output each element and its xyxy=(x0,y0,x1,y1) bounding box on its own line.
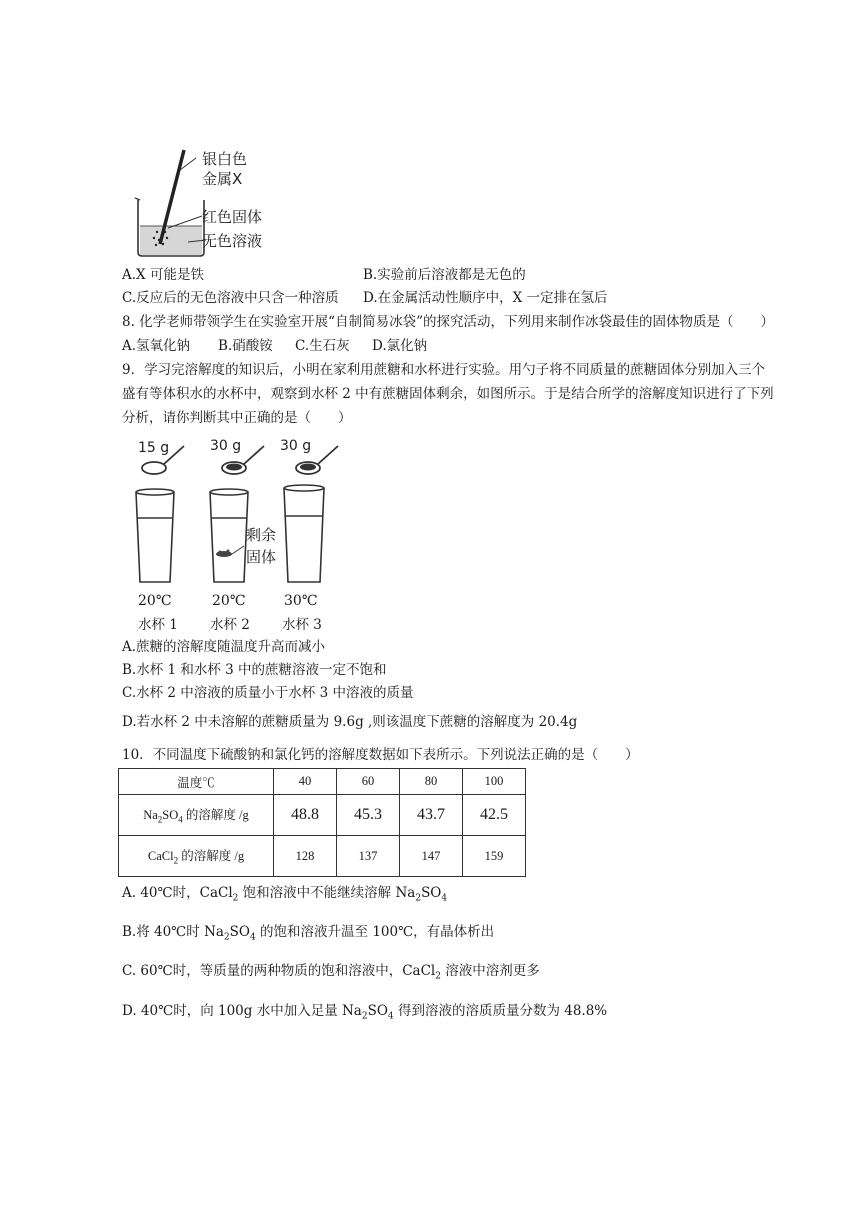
table-cell: 128 xyxy=(274,836,337,877)
table-cell: 137 xyxy=(337,836,400,877)
cup2-sugar-mass: 30 g xyxy=(210,438,242,454)
label-residue-1: 剩余 xyxy=(246,526,277,544)
q8-option-d: D.氯化钠 xyxy=(372,338,428,354)
row-label-na2so4: $Na_2SO_4$ 的溶解度 /g xyxy=(119,795,274,836)
table-cell: 159 xyxy=(463,836,526,877)
label-colorless-solution: 无色溶液 xyxy=(202,232,263,250)
table-row xyxy=(119,795,526,836)
table-row xyxy=(119,836,526,877)
label-silver-white: 银白色 xyxy=(202,150,248,168)
q8-option-c: C.生石灰 xyxy=(295,338,350,354)
header-40: 40 xyxy=(274,769,337,795)
header-100: 100 xyxy=(463,769,526,795)
q10-option-b: B.将 40℃时 $Na_2SO_4$ 的饱和溶液升温至 100℃，有晶体析出 xyxy=(122,924,495,943)
cup3-temperature: 30℃ xyxy=(284,593,318,609)
header-60: 60 xyxy=(337,769,400,795)
cup3-name: 水杯 3 xyxy=(282,617,322,633)
cups-illustration xyxy=(128,436,358,596)
figure-beaker-metal-x xyxy=(132,148,282,260)
label-residue-2: 固体 xyxy=(246,548,277,566)
q7-option-a: A.X 可能是铁 xyxy=(122,267,204,283)
table-header-row xyxy=(119,769,526,795)
solubility-table xyxy=(118,768,526,877)
q10-option-d: D. 40℃时，向 100g 水中加入足量 $Na_2SO_4$ 得到溶液的溶质质量分数为 48.8% xyxy=(122,1003,608,1022)
q9-stem-line2: 盛有等体积水的水杯中，观察到水杯 2 中有蔗糖固体剩余，如图所示。于是结合所学的溶解度知识进行了下列 xyxy=(122,386,774,402)
q8-option-a: A.氢氧化钠 xyxy=(122,338,191,354)
q8-stem: 8. 化学老师带领学生在实验室开展“自制简易冰袋”的探究活动，下列用来制作冰袋最佳的固体物质是（ ） xyxy=(122,314,774,330)
q9-stem-line1: 9．学习完溶解度的知识后，小明在家利用蔗糖和水杯进行实验。用勺子将不同质量的蔗糖固体分别加入三个 xyxy=(122,362,766,378)
label-metal-x: 金属X xyxy=(202,170,243,188)
table-cell: 45.3 xyxy=(337,795,400,836)
table-cell: 42.5 xyxy=(463,795,526,836)
cup2-name: 水杯 2 xyxy=(210,617,250,633)
q9-stem-line3: 分析，请你判断其中正确的是（ ） xyxy=(122,410,352,426)
q10-stem: 10．不同温度下硫酸钠和氯化钙的溶解度数据如下表所示。下列说法正确的是（ ） xyxy=(122,747,639,763)
table-cell: 48.8 xyxy=(274,795,337,836)
header-temperature: 温度℃ xyxy=(119,769,274,795)
row-label-cacl2: CaCl$_2$ 的溶解度 /g xyxy=(119,836,274,877)
cup1-sugar-mass: 15 g xyxy=(138,440,170,456)
q8-option-b: B.硝酸铵 xyxy=(218,338,273,354)
cup1-temperature: 20℃ xyxy=(138,593,172,609)
q7-option-c: C.反应后的无色溶液中只含一种溶质 xyxy=(122,290,339,306)
q9-option-b: B.水杯 1 和水杯 3 中的蔗糖溶液一定不饱和 xyxy=(122,662,387,678)
header-80: 80 xyxy=(400,769,463,795)
table-cell: 43.7 xyxy=(400,795,463,836)
q10-option-a: A. 40℃时，CaCl$_2$ 饱和溶液中不能继续溶解 $Na_2SO_4$ xyxy=(122,885,448,904)
q10-option-c: C. 60℃时，等质量的两种物质的饱和溶液中，CaCl$_2$ 溶液中溶剂更多 xyxy=(122,963,540,982)
q7-option-b: B.实验前后溶液都是无色的 xyxy=(363,267,526,283)
cup1-name: 水杯 1 xyxy=(138,617,178,633)
table-cell: 147 xyxy=(400,836,463,877)
q7-option-d: D.在金属活动性顺序中，X 一定排在氢后 xyxy=(363,290,608,306)
q9-option-a: A.蔗糖的溶解度随温度升高而减小 xyxy=(122,639,326,655)
cup3-sugar-mass: 30 g xyxy=(280,438,312,454)
figure-three-cups xyxy=(128,436,358,636)
q9-option-d: D.若水杯 2 中未溶解的蔗糖质量为 9.6g ,则该温度下蔗糖的溶解度为 20.4g xyxy=(122,714,578,730)
label-red-solid: 红色固体 xyxy=(202,208,263,226)
cup2-temperature: 20℃ xyxy=(212,593,246,609)
q9-option-c: C.水杯 2 中溶液的质量小于水杯 3 中溶液的质量 xyxy=(122,685,414,701)
